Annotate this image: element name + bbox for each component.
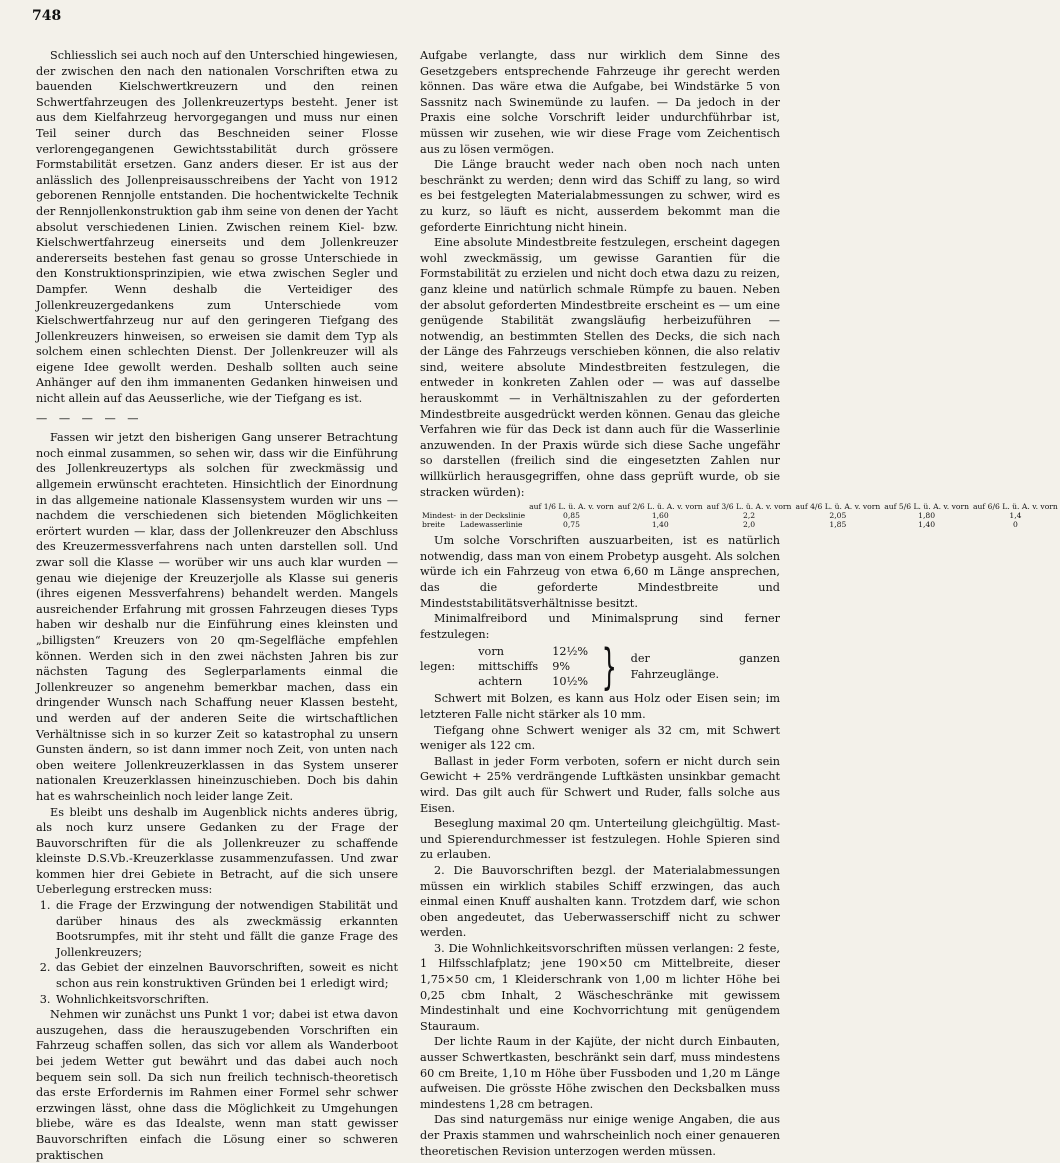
row-label: in der Deckslinie <box>459 511 526 521</box>
freibord-suffix: der ganzen Fahrzeuglänge. <box>630 652 780 681</box>
table-header-cell: auf 6/6 L. ü. A. v. vorn <box>973 502 1058 512</box>
freibord-row: vorn 12½% <box>478 645 589 659</box>
paragraph: Minimalfreibord und Minimalsprung sind ferner festzulegen: <box>420 612 780 641</box>
list-item: 1. die Frage der Erzwingung der notwendigen Stabilität und darüber hinaus des als zweckmässig erkannten Bootsrumpfes, mit ihr steht und fällt die ganze Frage des Jollenkreuzers; <box>54 898 398 960</box>
paragraph: Schliesslich sei auch noch auf den Unterschied hingewiesen, der zwischen den nach den nationalen Vorschriften etwa zu bauenden Kielschwertkreuzern und den reinen Schwertfahrzeugen des Jollenkreuzertyps besteht. Jener ist aus dem Kielfahrzeug hervorgegangen und muss nur einen Teil seiner durch das Beschneiden seiner Flosse verlorengegangenen Gewichtsstabilität durch grössere Formstabilität ersetzen. Ganz anders dieser. Er ist aus der anlässlich des Jollenpreisausschreibens der Yacht von 1912 geborenen Rennjolle entstanden. Die hochentwickelte Technik der Rennjollenkonstruktion gab ihm seine von denen der Yacht absolut verschiedenen Linien. Zwischen reinem Kiel- bzw. Kielschwertfahrzeug einerseits und dem Jollenkreuzer andererseits bestehen fast genau so grosse Unterschiede in den Konstruktionsprinzipien, wie etwa zwischen Segler und Dampfer. Wenn deshalb die Verteidiger des Jollenkreuzergedankens zum Unterschiede vom Kielschwertfahrzeug nur auf den geringeren Tiefgang des Jollenkreuzers hinweisen, so erweisen sie damit dem Typ als solchem einen schlechten Dienst. Der Jollenkreuzer will als eigene Idee gewollt werden. Deshalb sollten auch seine Anhänger auf den ihm immanenten Gedanken hinweisen und nicht allein auf das Aeusserliche, wie der Tiefgang es ist. <box>36 49 398 406</box>
table-header-cell: auf 3/6 L. ü. A. v. vorn <box>706 502 792 512</box>
row-group-label: breite <box>422 520 445 530</box>
table-cell: 2,2 <box>743 511 756 521</box>
table-cell: 0 <box>1012 520 1018 530</box>
table-cell: 1,85 <box>829 520 847 530</box>
freibord-spec <box>420 638 780 695</box>
freibord-row: mittschiffs 9% <box>478 660 571 674</box>
table-cell: 0,85 <box>563 511 580 521</box>
mindestbreite-table <box>420 502 1060 529</box>
numbered-list <box>36 898 398 1007</box>
table-header-cell: auf 4/6 L. ü. A. v. vorn <box>795 502 881 512</box>
list-item: 3. Wohnlichkeitsvorschriften. <box>54 992 398 1008</box>
row-group-label: Mindest- <box>422 511 456 521</box>
paragraph: Nehmen wir zunächst uns Punkt 1 vor; dabei ist etwa davon auszugehen, dass die herauszugebenden Vorschriften ein Fahrzeug schaffen sollen, das sich vor allem als Wanderboot bei jedem Wetter gut bewährt und das dabei auch noch bequem sein soll. Da sich nun freilich technisch-theoretisch das erste Erfordernis im Rahmen einer Formel sehr schwer erzwingen lässt, ohne dass die Möglichkeit zu Umgehungen bliebe, wäre es das Idealste, wenn man statt gewisser Bauvorschriften einfach die Lösung einer so schweren praktischen <box>36 1008 398 1162</box>
table-cell: 1,60 <box>651 511 669 521</box>
freibord-label: legen: <box>420 660 456 674</box>
table-cell: 2,05 <box>829 511 847 521</box>
paragraph: 3. Die Wohnlichkeitsvorschriften müssen verlangen: 2 feste, 1 Hilfsschlafplatz; jene 190×50 cm Mittelbreite, dieser 1,75×50 cm, 1 Kleiderschrank von 1,00 m lichter Höhe bei 0,25 cbm Inhalt, 2 Wäscheschränke mit gewissem Mindestinhalt und eine Kochvorrichtung mit genügendem Stauraum. <box>420 941 780 1033</box>
table-row <box>420 511 1060 520</box>
table-cell: 1,4 <box>1009 511 1022 521</box>
list-item: 2. das Gebiet der einzelnen Bauvorschriften, soweit es nicht schon aus rein konstruktiven Gründen bei 1 erledigt wird; <box>54 960 398 991</box>
paragraph: Fassen wir jetzt den bisherigen Gang unserer Betrachtung noch einmal zusammen, so sehen wir, dass wir die Einführung des Jollenkreuzertyps als solchen für zweckmässig und allgemein erwünscht erachteten. Hinsichtlich der Einordnung in das allgemeine nationale Klassensystem wurden wir uns — nachdem die verschiedenen sich bietenden Möglichkeiten erörtert wurden — klar, dass der Jollenkreuzer den Abschluss des Kreuzermessverfahrens nach unten darstellen soll. Und zwar soll die Klasse — worüber wir uns auch klar wurden — genau wie diejenige der Kreuzerjolle als Klasse sui generis (ihres eigenen Messverfahrens) behandelt werden. Mangels ausreichender Erfahrung mit grossen Fahrzeugen dieses Typs haben wir deshalb nur die Einführung eines kleinsten und „billigsten“ Kreuzers von 20 qm-Segelfläche empfehlen können. Werden sich in den zwei nächsten Jahren bis zur nächsten Tagung des Seglerparlaments einmal die Jollenkreuzer so angenehm bemerkbar machen, dass ein dringender Wunsch nach Schaffung neuer Klassen besteht, und werden auf der anderen Seite die wirtschaftlichen Verhältnisse sich in so kurzer Zeit so katastrophal zu unsern Gunsten ändern, so ist dann immer noch Zeit, von unten nach oben weitere Jollenkreuzerklassen in das System unserer nationalen Kreuzerklassen hineinzuschieben. Doch bis dahin hat es wahrscheinlich noch leider lange Zeit. <box>36 431 398 803</box>
freibord-row: achtern 10½% <box>478 675 589 689</box>
table-cell: 0,75 <box>563 520 580 530</box>
paragraph: Aufgabe verlangte, dass nur wirklich dem Sinne des Gesetzgebers entsprechende Fahrzeuge ihr gerecht werden können. Das wäre etwa die Aufgabe, bei Windstärke 5 von Sassnitz nach Swinemünde zu laufen. — Da jedoch in der Praxis eine solche Vorschrift leider undurchführbar ist, müssen wir zusehen, wie wir diese Frage vom Zeichentisch aus zu lösen vermögen. <box>420 49 780 156</box>
paragraph: Die Länge braucht weder nach oben noch nach unten beschränkt zu werden; denn wird das Schiff zu lang, so wird es bei festgelegten Materialabmessungen zu schwer, wird es zu kurz, so läuft es nicht, ausserdem bekommt man die geforderte Einrichtung nicht hinein. <box>420 158 780 234</box>
paragraph: Eine absolute Mindestbreite festzulegen, erscheint dagegen wohl zweckmässig, um gewisse Garantien für die Formstabilität zu erzielen und nicht doch etwa dazu zu reizen, ganz kleine und natürlich schmale Rümpfe zu bauen. Neben der absolut geforderten Mindestbreite erscheint es — um eine genügende Stabilität zwangsläufig herbeizuführen — notwendig, an bestimmten Stellen des Decks, die sich nach der Länge des Fahrzeugs verschieben können, die also relativ sind, weitere absolute Mindestbreiten festzulegen, die entweder in konkreten Zahlen oder — was auf dasselbe herauskommt — in Verhältniszahlen zu der geforderten Mindestbreite ausgedrückt werden können. Genau das gleiche Verfahren wie für das Deck ist dann auch für die Wasserlinie anzuwenden. In der Praxis würde sich diese Sache ungefähr so darstellen (freilich sind die eingesetzten Zahlen nur willkürlich herausgegriffen, ohne dass geprüft wurde, ob sie stracken würden): <box>420 236 780 499</box>
paragraph: Es bleibt uns deshalb im Augenblick nichts anderes übrig, als noch kurz unsere Gedanken zu der Frage der Bauvorschriften für die als Jollenkreuzer zu schaffende kleinste D.S.Vb.-Kreuzerklasse zusammenzufassen. Und zwar kommen hier drei Gebiete in Betracht, auf die sich unsere Ueberlegung erstrecken muss: <box>36 805 398 897</box>
paragraph: Schwert mit Bolzen, es kann aus Holz oder Eisen sein; im letzteren Falle nicht stärker als 10 mm. <box>420 692 780 721</box>
right-column <box>420 48 1058 1163</box>
text-columns <box>36 48 1058 1163</box>
table-row <box>420 520 1060 529</box>
section-divider: — — — — — <box>36 411 143 425</box>
brace-glyph: } <box>601 638 618 695</box>
paragraph: 2. Die Bauvorschriften bezgl. der Materialabmessungen müssen ein wirklich stabiles Schiff erzwingen, das auch einmal einen Knuff aushalten kann. Trotzdem darf, wie schon oben angedeutet, das Ueberwasserschiff nicht zu schwer werden. <box>420 863 780 940</box>
paragraph: Tiefgang ohne Schwert weniger als 32 cm, mit Schwert weniger als 122 cm. <box>420 723 780 753</box>
paragraph: Der lichte Raum in der Kajüte, der nicht durch Einbauten, ausser Schwertkasten, beschränkt sein darf, muss mindestens 60 cm Breite, 1,10 m Höhe über Fussboden und 1,20 m Länge aufweisen. Die grösste Höhe zwischen den Decksbalken muss mindestens 1,28 cm betragen. <box>420 1035 780 1111</box>
paragraph: Beseglung maximal 20 qm. Unterteilung gleichgültig. Mast- und Spierendurchmesser ist festzulegen. Hohle Spieren sind zu erlauben. <box>420 817 780 862</box>
table-cell: 2,0 <box>743 520 756 530</box>
row-label: Ladewasserlinie <box>459 520 523 530</box>
page-number: 748 <box>32 8 62 24</box>
table-cell: 1,80 <box>918 511 936 521</box>
paragraph: Ballast in jeder Form verboten, sofern er nicht durch sein Gewicht + 25% verdrängende Luftkästen unsinkbar gemacht wird. Das gilt auch für Schwert und Ruder, falls solche aus Eisen. <box>420 754 780 815</box>
table-header-row <box>420 502 1060 511</box>
table-cell: 1,40 <box>651 520 669 530</box>
table-header-cell: auf 5/6 L. ü. A. v. vorn <box>884 502 970 512</box>
paragraph: Das sind naturgemäss nur einige wenige Angaben, die aus der Praxis stammen und wahrscheinlich noch einer genaueren theoretischen Revision unterzogen werden müssen. <box>420 1113 780 1158</box>
paragraph: Um solche Vorschriften auszuarbeiten, ist es natürlich notwendig, dass man von einem Probetyp ausgeht. Als solchen würde ich ein Fahrzeug von etwa 6,60 m Länge ansprechen, das die geforderte Mindestbreite und Mindeststabilitätsverhältnisse besitzt. <box>420 534 780 610</box>
table-header-cell: auf 1/6 L. ü. A. v. vorn <box>529 502 614 512</box>
table-header-cell: auf 2/6 L. ü. A. v. vorn <box>617 502 703 512</box>
freibord-values <box>462 644 588 689</box>
left-column <box>36 48 398 1163</box>
table-cell: 1,40 <box>918 520 936 530</box>
